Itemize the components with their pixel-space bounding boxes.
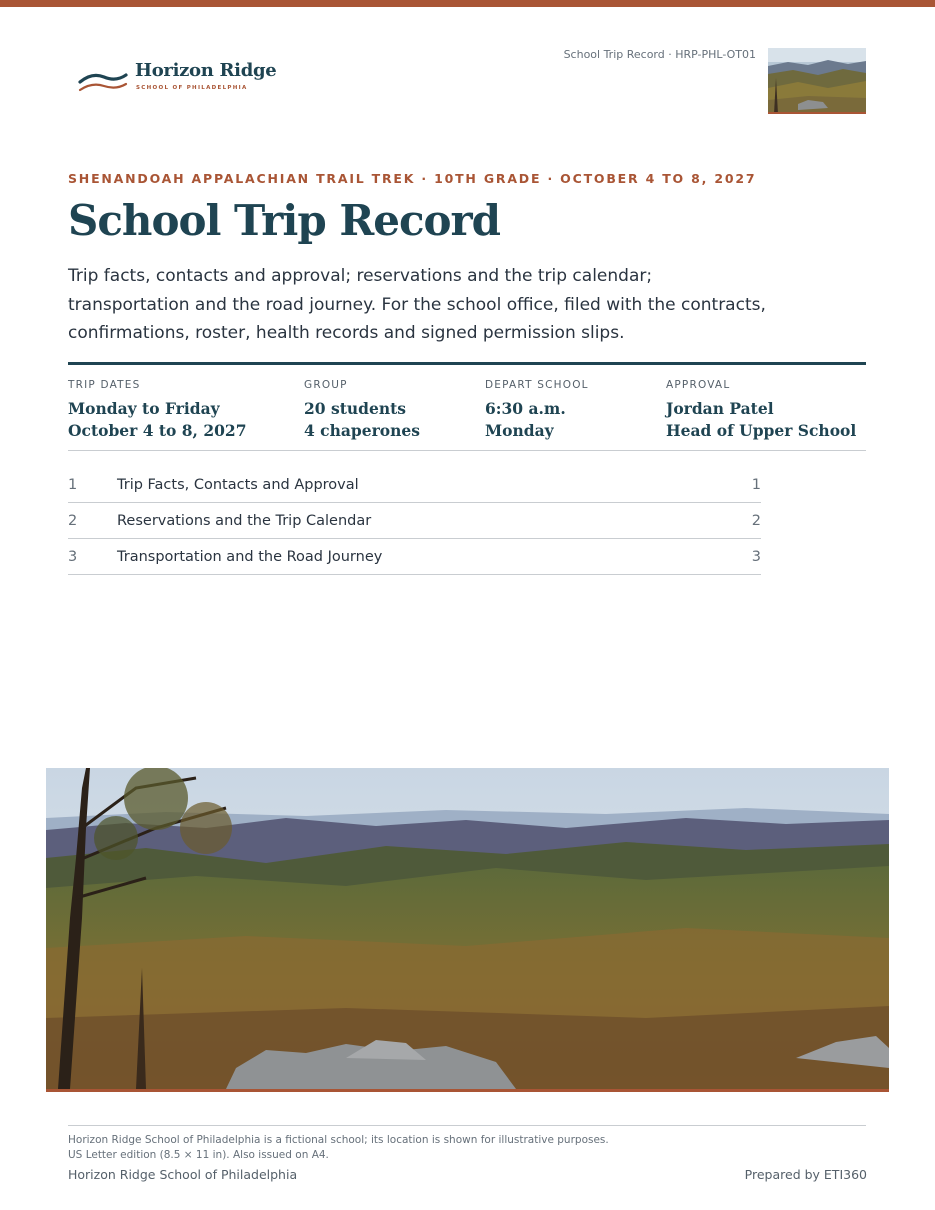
toc-number: 1 [68,477,78,493]
fact-value [485,398,589,442]
footer-prepared-by: Prepared by ETI360 [744,1167,867,1182]
fact-label: GROUP [304,379,348,391]
page-title: School Trip Record [68,196,501,245]
footer-school-name: Horizon Ridge School of Philadelphia [68,1167,298,1182]
toc-entry-transportation[interactable] [68,539,761,575]
fact-label: APPROVAL [666,379,731,391]
intro-paragraph: Trip facts, contacts and approval; reservations and the trip calendar; transportation and the road journey. For the school office, filed with the contracts, confirmations, roster, health records and signed permission slips. [68,266,766,343]
fact-group [304,379,420,442]
toc-number: 3 [68,549,78,565]
toc-page-number: 2 [751,513,761,529]
fact-value [68,398,247,442]
fact-depart-school [485,379,589,442]
fact-value-line: 20 students [304,399,406,418]
toc-entry-reservations[interactable] [68,503,761,539]
footer-rule [68,1125,866,1126]
horizon-wave-icon [78,66,128,96]
fact-label: DEPART SCHOOL [485,379,589,391]
school-logo [78,60,278,100]
table-of-contents [68,467,761,575]
logo-name: Horizon Ridge [135,60,277,81]
toc-label: Trip Facts, Contacts and Approval [117,477,359,493]
trip-kicker: SHENANDOAH APPALACHIAN TRAIL TREK · 10TH GRADE · OCTOBER 4 TO 8, 2027 [68,171,757,186]
toc-entry-trip-facts[interactable] [68,467,761,503]
footer-note-line: US Letter edition (8.5 × 11 in). Also issued on A4. [68,1149,329,1161]
fact-trip-dates [68,379,247,442]
toc-page-number: 3 [751,549,761,565]
top-accent-rule [0,0,935,7]
toc-page-number: 1 [751,477,761,493]
toc-number: 2 [68,513,78,529]
logo-subtitle: SCHOOL OF PHILADELPHIA [136,85,248,91]
fact-label: TRIP DATES [68,379,141,391]
fact-value-line: Monday [485,421,554,440]
fact-value [666,398,856,442]
document-reference: School Trip Record · HRP-PHL-OT01 [563,48,756,61]
cover-thumbnail-image [768,48,866,114]
fact-value-line: 6:30 a.m. [485,399,566,418]
fact-value-line: Head of Upper School [666,421,857,440]
fact-approval [666,379,856,442]
footer-note-line: Horizon Ridge School of Philadelphia is a fictional school; its location is shown for illustrative purposes. [68,1134,609,1146]
fact-value [304,398,420,442]
mountain-landscape-photo [46,768,889,1092]
toc-label: Reservations and the Trip Calendar [117,513,372,529]
fact-value-line: Jordan Patel [666,399,774,418]
trip-facts-strip [68,362,866,451]
fact-value-line: October 4 to 8, 2027 [68,421,247,440]
toc-label: Transportation and the Road Journey [117,549,383,565]
footer-note [68,1133,609,1163]
fact-value-line: 4 chaperones [304,421,420,440]
fact-value-line: Monday to Friday [68,399,220,418]
